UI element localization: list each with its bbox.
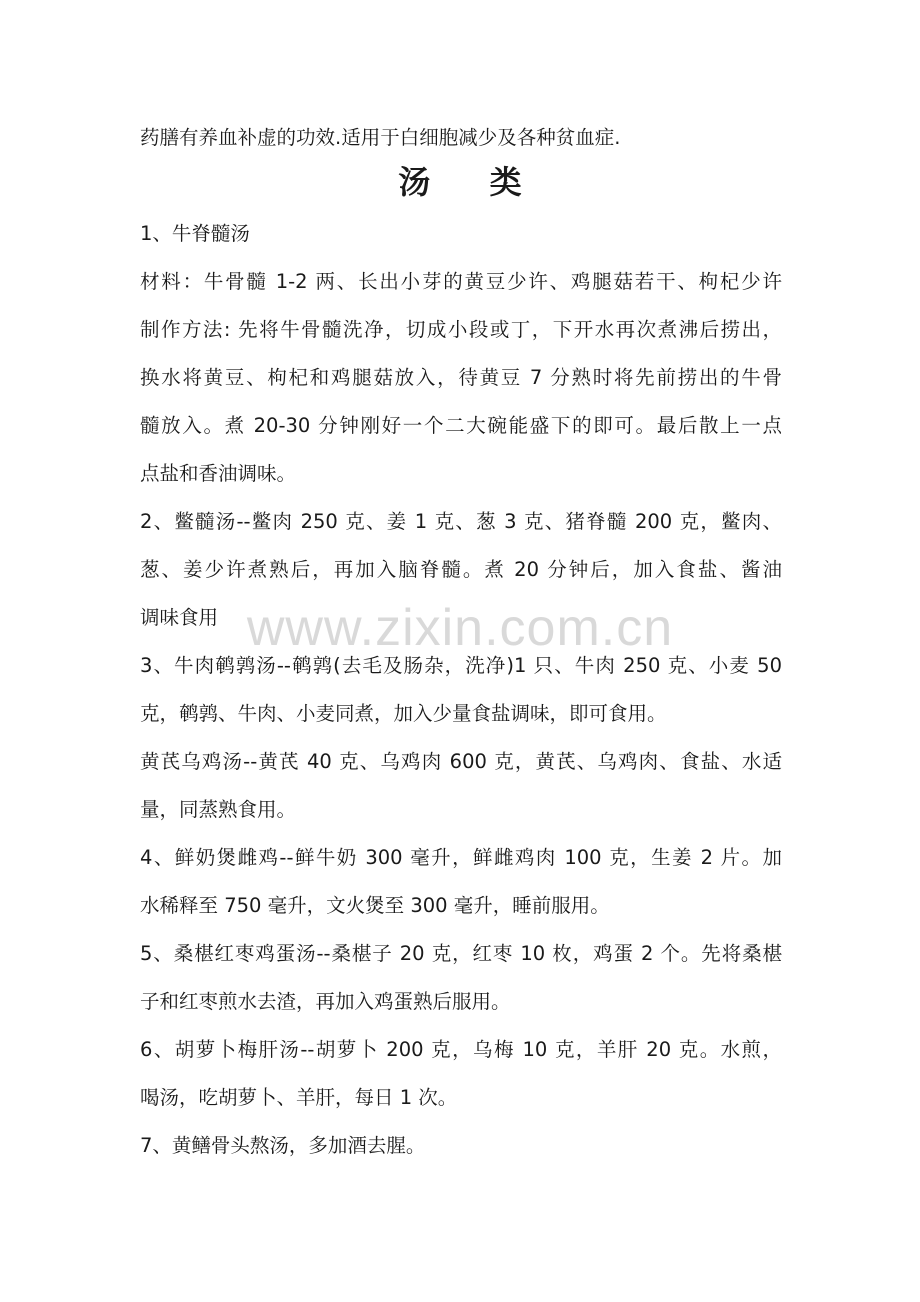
text-line: 克，鹌鹑、牛肉、小麦同煮，加入少量食盐调味，即可食用。: [140, 702, 667, 725]
text-line: 髓放入。煮 20-30 分钟刚好一个二大碗能盛下的即可。最后散上一点: [140, 414, 782, 437]
text-line: 葱、姜少许煮熟后，再加入脑脊髓。煮 20 分钟后，加入食盐、酱油: [140, 558, 782, 581]
recipe-heading: 1、牛脊髓汤: [140, 222, 250, 245]
text-line: 子和红枣煎水去渣，再加入鸡蛋熟后服用。: [140, 990, 511, 1013]
watermark: www.zixin.com.cn: [246, 599, 674, 657]
text-line: 喝汤，吃胡萝卜、羊肝，每日 1 次。: [140, 1086, 458, 1109]
intro-line: 药膳有养血补虚的功效.适用于白细胞减少及各种贫血症.: [140, 126, 621, 149]
text-line: 水稀释至 750 毫升，文火煲至 300 毫升，睡前服用。: [140, 894, 610, 917]
text-line: 3、牛肉鹌鹑汤--鹌鹑(去毛及肠杂，洗净)1 只、牛肉 250 克、小麦 50: [140, 654, 782, 677]
text-line: 换水将黄豆、枸杞和鸡腿菇放入，待黄豆 7 分熟时将先前捞出的牛骨: [140, 366, 782, 389]
text-line: 材料：牛骨髓 1-2 两、长出小芽的黄豆少许、鸡腿菇若干、枸杞少许: [140, 270, 782, 293]
text-line: 7、黄鳝骨头熬汤，多加酒去腥。: [140, 1134, 426, 1157]
text-line: 黄芪乌鸡汤--黄芪 40 克、乌鸡肉 600 克，黄芪、乌鸡肉、食盐、水适: [140, 750, 782, 773]
text-line: 量，同蒸熟食用。: [140, 798, 297, 821]
text-line: 调味食用: [140, 606, 219, 629]
text-line: 2、鳖髓汤--鳖肉 250 克、姜 1 克、葱 3 克、猪脊髓 200 克，鳖肉、: [140, 510, 782, 533]
text-line: 制作方法: 先将牛骨髓洗净，切成小段或丁，下开水再次煮沸后捞出，: [140, 318, 782, 341]
text-line: 4、鲜奶煲雌鸡--鲜牛奶 300 毫升，鲜雌鸡肉 100 克，生姜 2 片。加: [140, 846, 782, 869]
text-line: 5、桑椹红枣鸡蛋汤--桑椹子 20 克，红枣 10 枚，鸡蛋 2 个。先将桑椹: [140, 942, 782, 965]
text-line: 点盐和香油调味。: [140, 462, 297, 485]
text-line: 6、胡萝卜梅肝汤--胡萝卜 200 克，乌梅 10 克，羊肝 20 克。水煎，: [140, 1038, 782, 1061]
section-title: 汤 类: [398, 163, 522, 201]
